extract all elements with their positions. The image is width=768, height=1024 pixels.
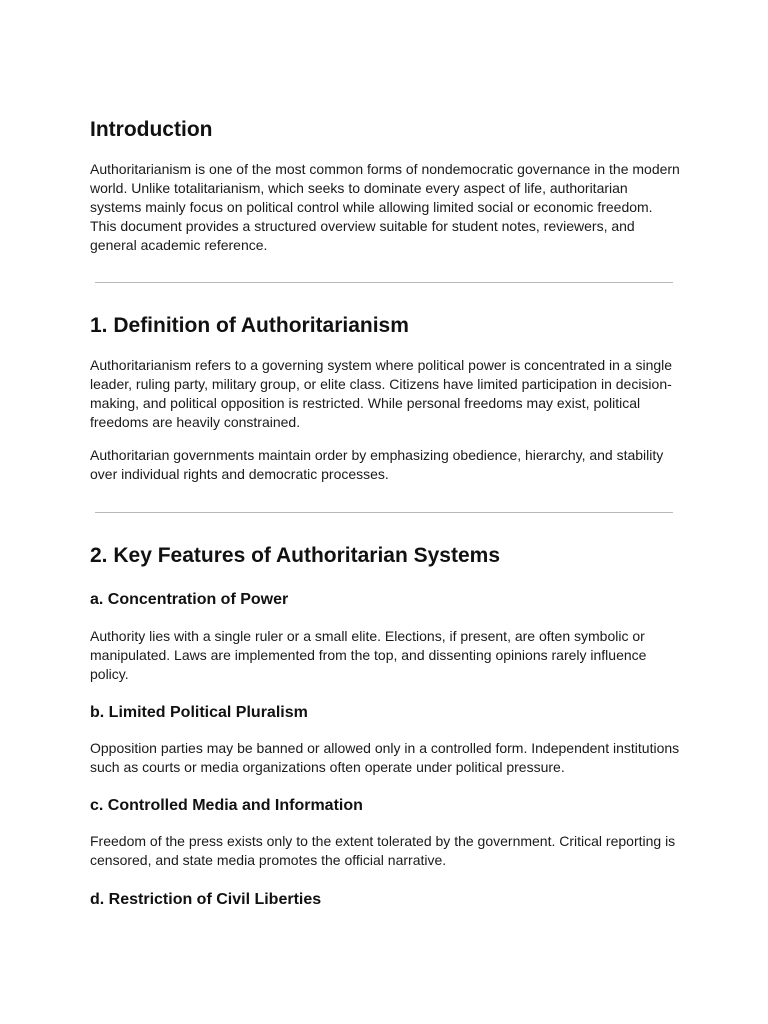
section-divider: [95, 282, 673, 283]
definition-heading: 1. Definition of Authoritarianism: [90, 314, 409, 337]
feature-b-heading: b. Limited Political Pluralism: [90, 704, 308, 721]
section-divider: [95, 512, 673, 513]
feature-b-text: Opposition parties may be banned or allowed only in a controlled form. Independent institutions such as courts or media organizations often operate under political pressure.: [90, 740, 680, 775]
feature-d-heading: d. Restriction of Civil Liberties: [90, 891, 322, 908]
introduction-heading: Introduction: [90, 118, 213, 141]
feature-c-heading: c. Controlled Media and Information: [90, 797, 363, 814]
features-heading: 2. Key Features of Authoritarian Systems: [90, 544, 501, 567]
feature-c-text: Freedom of the press exists only to the extent tolerated by the government. Critical reporting is censored, and state media promotes the official narrative.: [90, 833, 676, 868]
definition-paragraph-2: Authoritarian governments maintain order by emphasizing obedience, hierarchy, and stability over individual rights and democratic processes.: [90, 447, 664, 482]
feature-a-text: Authority lies with a single ruler or a small elite. Elections, if present, are often symbolic or manipulated. Laws are implemented from the top, and dissenting opinions rarely influence policy.: [90, 628, 647, 682]
definition-paragraph-1: Authoritarianism refers to a governing system where political power is concentrated in a single leader, ruling party, military group, or elite class. Citizens have limited participation in decision-making, and political opposition is restricted. While personal freedoms may exist, political freedoms are heavily constrained.: [90, 357, 673, 430]
feature-a-heading: a. Concentration of Power: [90, 591, 289, 608]
introduction-paragraph: Authoritarianism is one of the most common forms of nondemocratic governance in the modern world. Unlike totalitarianism, which seeks to dominate every aspect of life, authoritarian systems mainly focus on political control while allowing limited social or economic freedom. This document provides a structured overview suitable for student notes, reviewers, and general academic reference.: [90, 161, 680, 253]
